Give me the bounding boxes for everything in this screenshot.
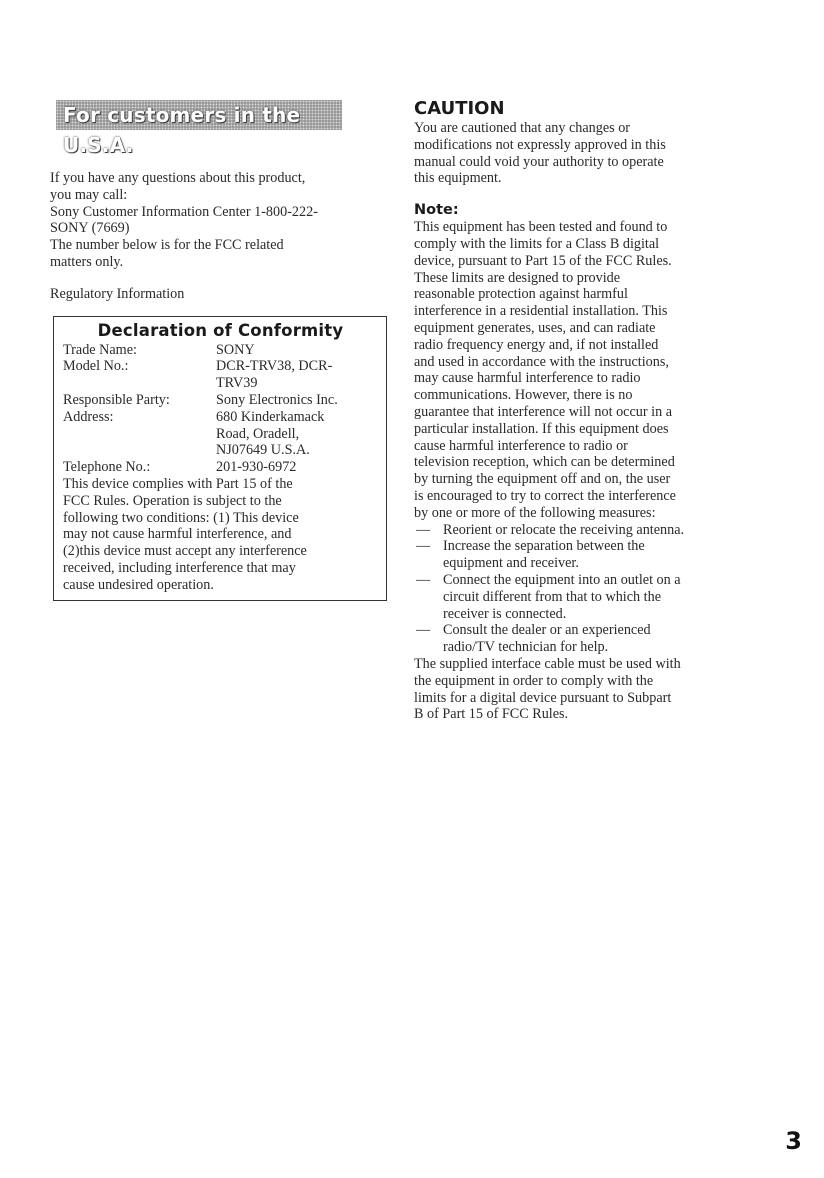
field-label: Telephone No.:: [63, 459, 151, 476]
declaration-of-conformity-box: [53, 316, 387, 601]
list-item: — Connect the equipment into an outlet on a circuit different from that to which the receiver is connected.: [416, 571, 681, 622]
field-value: DCR-TRV38, DCR- TRV39: [216, 358, 333, 392]
text-line: cause undesired operation.: [63, 576, 214, 593]
text-line: by one or more of the following measures:: [414, 504, 656, 521]
usa-customers-banner: For customers in the U.S.A.: [56, 100, 342, 130]
field-value: 201-930-6972: [216, 459, 297, 476]
field-label: Responsible Party:: [63, 391, 170, 408]
text-line: If you have any questions about this product,: [50, 170, 306, 186]
right-column: [414, 98, 759, 723]
dash-bullet: —: [416, 571, 431, 588]
field-value: SONY: [216, 341, 255, 358]
field-label: Trade Name:: [63, 341, 137, 358]
text-line: you may call:: [50, 186, 128, 203]
note-paragraph: [414, 219, 759, 521]
field-label: Model No.:: [63, 358, 129, 375]
field-value: Sony Electronics Inc.: [216, 391, 338, 408]
text-line: manual could void your authority to operate: [414, 153, 664, 170]
text-line: and used in accordance with the instructions,: [414, 353, 669, 370]
list-item: — Consult the dealer or an experienced radio/TV technician for help.: [416, 622, 651, 656]
trade-name-row: [63, 342, 378, 359]
field-label: Address:: [63, 408, 114, 425]
text-line: is encouraged to try to correct the interference: [414, 487, 676, 504]
text-line: interference in a residential installation. This: [414, 303, 668, 320]
text-line: matters only.: [50, 253, 124, 270]
conformity-statement: [63, 476, 378, 594]
text-line: reasonable protection against harmful: [414, 286, 628, 303]
left-column: [50, 100, 390, 601]
text-line: (2)this device must accept any interference: [63, 543, 307, 560]
dash-bullet: —: [416, 538, 431, 555]
text-line: following two conditions: (1) This device: [63, 509, 299, 526]
address-row: [63, 409, 378, 459]
text-line: B of Part 15 of FCC Rules.: [414, 706, 569, 723]
interference-measures-list: [414, 522, 759, 656]
text-line: You are cautioned that any changes or: [414, 120, 631, 136]
dash-bullet: —: [416, 622, 431, 639]
text-line: by turning the equipment off and on, the user: [414, 471, 671, 488]
telephone-row: [63, 459, 378, 476]
text-line: device, pursuant to Part 15 of the FCC Rules.: [414, 252, 672, 269]
text-line: limits for a digital device pursuant to Subpart: [414, 689, 672, 706]
text-line: this equipment.: [414, 170, 502, 187]
text-line: the equipment in order to comply with the: [414, 672, 654, 689]
note-heading: Note:: [414, 202, 459, 219]
text-line: Sony Customer Information Center 1-800-222-: [50, 203, 318, 220]
responsible-party-row: [63, 392, 378, 409]
field-value: 680 Kinderkamack Road, Oradell, NJ07649 U.S.A.: [216, 408, 325, 459]
text-line: modifications not expressly approved in this: [414, 136, 666, 153]
page-number: 3: [785, 1127, 802, 1155]
list-item: — Reorient or relocate the receiving antenna.: [416, 521, 685, 538]
text-line: communications. However, there is no: [414, 387, 633, 404]
text-line: This device complies with Part 15 of the: [63, 475, 293, 492]
customer-info-paragraph: [50, 170, 390, 271]
text-line: FCC Rules. Operation is subject to the: [63, 492, 282, 509]
text-line: comply with the limits for a Class B digital: [414, 235, 660, 252]
text-line: particular installation. If this equipment does: [414, 420, 669, 437]
interface-cable-paragraph: [414, 656, 759, 723]
caution-paragraph: [414, 120, 759, 187]
text-line: The supplied interface cable must be used with: [414, 655, 681, 672]
text-line: may cause harmful interference to radio: [414, 370, 641, 387]
text-line: radio frequency energy and, if not installed: [414, 336, 659, 353]
dash-bullet: —: [416, 521, 431, 538]
model-number-row: [63, 358, 378, 392]
list-item: — Increase the separation between the equipment and receiver.: [416, 538, 645, 572]
regulatory-information-heading: Regulatory Information: [50, 285, 185, 302]
text-line: These limits are designed to provide: [414, 269, 621, 286]
text-line: may not cause harmful interference, and: [63, 526, 292, 543]
text-line: The number below is for the FCC related: [50, 237, 284, 254]
text-line: guarantee that interference will not occur in a: [414, 403, 673, 420]
declaration-title: Declaration of Conformity: [97, 320, 344, 340]
text-line: television reception, which can be determined: [414, 454, 675, 471]
text-line: received, including interference that may: [63, 559, 296, 576]
text-line: SONY (7669): [50, 220, 130, 237]
text-line: equipment generates, uses, and can radiate: [414, 319, 656, 336]
text-line: cause harmful interference to radio or: [414, 437, 628, 454]
caution-heading: CAUTION: [414, 98, 505, 119]
text-line: This equipment has been tested and found to: [414, 219, 668, 236]
